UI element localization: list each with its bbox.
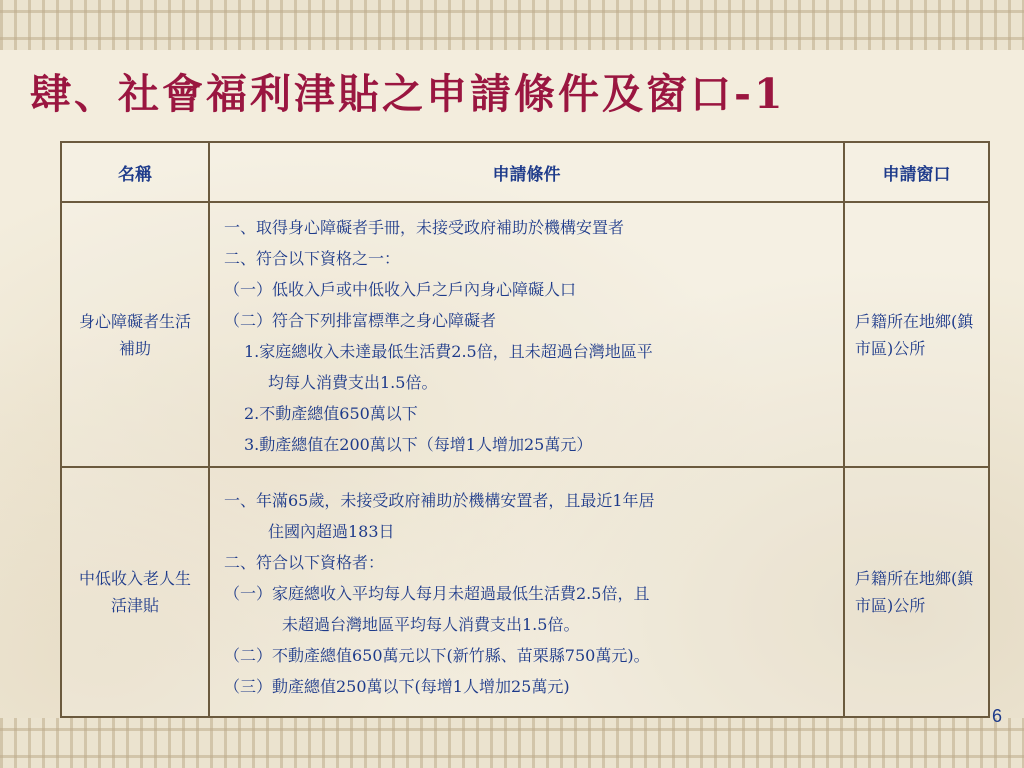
condition-line: 住國內超過183日 bbox=[268, 521, 395, 541]
condition-line: （一）低收入戶或中低收入戶之戶內身心障礙人口 bbox=[224, 279, 577, 299]
condition-line: （三）動產總值250萬以下(每增1人增加25萬元) bbox=[224, 676, 570, 696]
condition-line: （一）家庭總收入平均每人每月未超過最低生活費2.5倍，且 bbox=[224, 583, 650, 603]
page-number: 6 bbox=[991, 706, 1002, 726]
top-decorative-border bbox=[0, 0, 1024, 50]
row-conditions bbox=[209, 202, 844, 467]
table-header-row bbox=[61, 142, 989, 202]
row-office: 戶籍所在地鄉(鎮市區)公所 bbox=[844, 467, 989, 717]
condition-line: 3.動產總值在200萬以下（每增1人增加25萬元） bbox=[244, 434, 593, 454]
condition-line: 2.不動產總值650萬以下 bbox=[244, 403, 418, 423]
condition-line: 一、取得身心障礙者手冊，未接受政府補助於機構安置者 bbox=[224, 217, 625, 237]
row-name: 身心障礙者生活補助 bbox=[61, 202, 209, 467]
header-office: 申請窗口 bbox=[844, 142, 989, 202]
bottom-decorative-border bbox=[0, 718, 1024, 768]
header-name: 名稱 bbox=[61, 142, 209, 202]
table-row-disability-allowance bbox=[61, 202, 989, 467]
row-name: 中低收入老人生活津貼 bbox=[61, 467, 209, 717]
subsidy-table bbox=[60, 141, 990, 718]
row-conditions bbox=[209, 467, 844, 717]
condition-line: 未超過台灣地區平均每人消費支出1.5倍。 bbox=[282, 614, 580, 634]
condition-line: 一、年滿65歲，未接受政府補助於機構安置者，且最近1年居 bbox=[224, 490, 655, 510]
condition-line: （二）符合下列排富標準之身心障礙者 bbox=[224, 310, 497, 330]
header-conditions: 申請條件 bbox=[209, 142, 844, 202]
condition-line: 1.家庭總收入未達最低生活費2.5倍，且未超過台灣地區平 bbox=[244, 341, 653, 361]
condition-line: 均每人消費支出1.5倍。 bbox=[268, 372, 438, 392]
condition-line: （二）不動產總值650萬元以下(新竹縣、苗栗縣750萬元)。 bbox=[224, 645, 650, 665]
slide-title: 肆、社會福利津貼之申請條件及窗口-1 bbox=[30, 70, 786, 118]
condition-line: 二、符合以下資格者： bbox=[224, 552, 385, 572]
table-row-elderly-allowance bbox=[61, 467, 989, 717]
condition-line: 二、符合以下資格之一： bbox=[224, 248, 401, 268]
row-office: 戶籍所在地鄉(鎮市區)公所 bbox=[844, 202, 989, 467]
